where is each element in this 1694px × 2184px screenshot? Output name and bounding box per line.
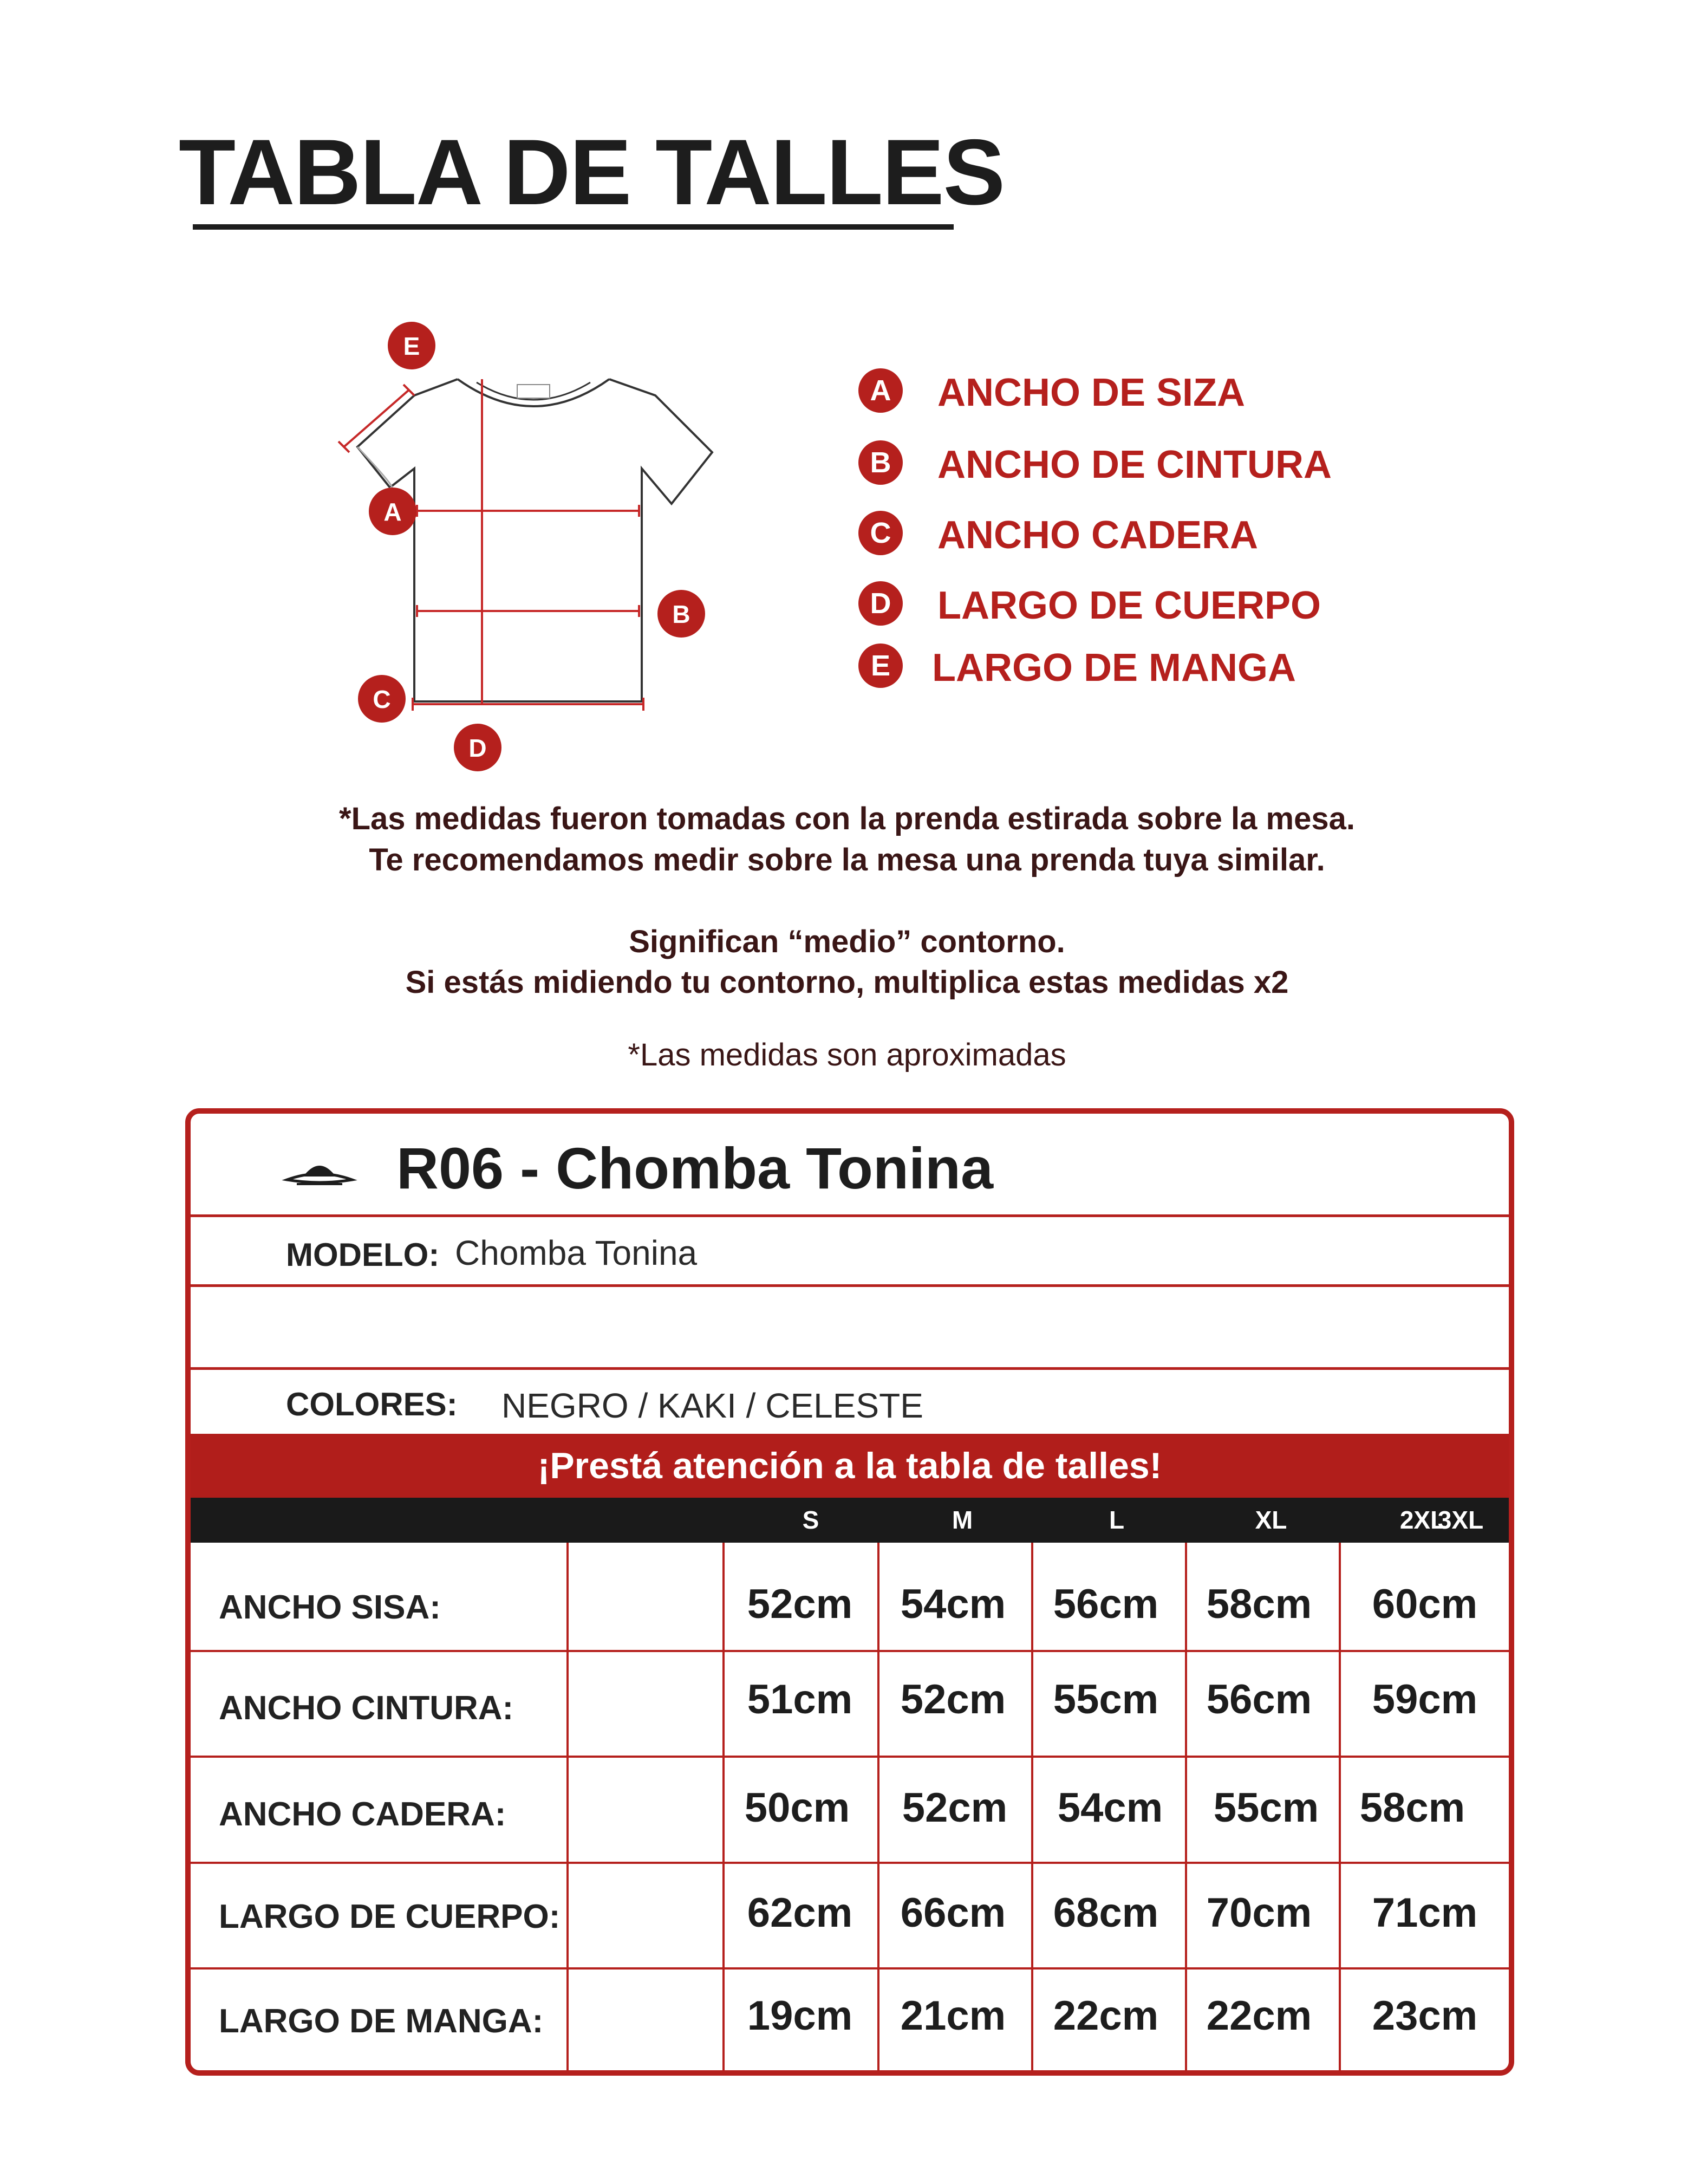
size-header-row <box>191 1498 1509 1543</box>
table-cell: 56cm <box>1053 1581 1159 1627</box>
measurement-legend <box>858 363 1400 699</box>
legend-label: ANCHO DE CINTURA <box>937 443 1332 486</box>
size-header-l: L <box>1109 1506 1125 1534</box>
table-cell: 52cm <box>902 1785 1008 1831</box>
table-cell: 70cm <box>1206 1890 1312 1936</box>
legend-badge: A <box>858 368 903 413</box>
svg-text:A: A <box>383 498 402 526</box>
size-header-3xl: 3XL <box>1437 1506 1484 1534</box>
table-cell: 71cm <box>1372 1890 1478 1936</box>
table-cell: 21cm <box>900 1993 1006 2039</box>
table-cell: 66cm <box>900 1890 1006 1936</box>
svg-text:D: D <box>468 734 487 762</box>
note-multiply: Si estás midiendo tu contorno, multiplica estas medidas x2 <box>405 965 1289 1000</box>
attention-banner: ¡Prestá atención a la tabla de talles! <box>191 1434 1509 1498</box>
table-cell: 52cm <box>747 1581 853 1627</box>
marker-b <box>657 590 705 638</box>
svg-text:B: B <box>672 600 690 628</box>
title-underline <box>193 224 954 230</box>
table-cell: 52cm <box>900 1676 1006 1722</box>
row-divider <box>191 1862 1509 1864</box>
table-cell: 60cm <box>1372 1581 1478 1627</box>
table-cell: 23cm <box>1372 1993 1478 2039</box>
table-cell: 55cm <box>1053 1676 1159 1722</box>
row-label-largo-cuerpo: LARGO DE CUERPO: <box>219 1898 561 1935</box>
legend-label: LARGO DE MANGA <box>932 646 1296 690</box>
note-measure-method: *Las medidas fueron tomadas con la prenda estirada sobre la mesa. <box>339 801 1355 836</box>
tshirt-measurement-diagram <box>320 314 742 785</box>
table-cell: 54cm <box>1057 1785 1163 1831</box>
table-cell: 50cm <box>744 1785 850 1831</box>
divider <box>191 1367 1509 1370</box>
note-recommendation: Te recomendamos medir sobre la mesa una prenda tuya similar. <box>369 842 1325 877</box>
row-label-ancho-cintura: ANCHO CINTURA: <box>219 1689 514 1727</box>
table-cell: 19cm <box>747 1993 853 2039</box>
model-value: Chomba Tonina <box>455 1233 698 1272</box>
svg-text:C: C <box>373 685 391 713</box>
legend-badge: C <box>858 511 903 555</box>
table-cell: 58cm <box>1206 1581 1312 1627</box>
hat-logo-icon <box>282 1152 357 1195</box>
table-cell: 62cm <box>747 1890 853 1936</box>
legend-label: ANCHO DE SIZA <box>937 371 1246 414</box>
table-cell: 58cm <box>1359 1785 1465 1831</box>
product-title: R06 - Chomba Tonina <box>396 1135 994 1201</box>
row-label-ancho-sisa: ANCHO SISA: <box>219 1589 441 1626</box>
tshirt-outline <box>357 379 712 701</box>
table-cell: 56cm <box>1206 1676 1312 1722</box>
row-divider <box>191 1650 1509 1652</box>
note-half-contour: Significan “medio” contorno. <box>629 924 1065 959</box>
table-cell: 54cm <box>900 1581 1006 1627</box>
table-cell: 22cm <box>1053 1993 1159 2039</box>
table-cell: 51cm <box>747 1676 853 1722</box>
colors-value: NEGRO / KAKI / CELESTE <box>501 1386 923 1425</box>
legend-badge: B <box>858 440 903 485</box>
table-cell: 55cm <box>1213 1785 1319 1831</box>
svg-text:E: E <box>403 332 420 360</box>
size-chart-card <box>185 1108 1514 2076</box>
divider <box>191 1214 1509 1217</box>
table-cell: 68cm <box>1053 1890 1159 1936</box>
row-divider <box>191 1756 1509 1758</box>
table-cell: 22cm <box>1206 1993 1312 2039</box>
grid-line <box>566 1543 569 2076</box>
row-divider <box>191 1967 1509 1969</box>
marker-e <box>388 322 435 369</box>
marker-a <box>369 487 416 535</box>
row-label-largo-manga: LARGO DE MANGA: <box>219 2003 544 2040</box>
table-cell: 59cm <box>1372 1676 1478 1722</box>
size-header-m: M <box>952 1506 973 1534</box>
legend-badge: E <box>858 644 903 688</box>
model-label: MODELO: <box>286 1237 440 1273</box>
legend-label: ANCHO CADERA <box>937 514 1258 557</box>
colors-label: COLORES: <box>286 1386 458 1422</box>
size-header-s: S <box>802 1506 819 1534</box>
measure-lines <box>338 379 643 711</box>
size-header-2xl: 2XL <box>1399 1506 1446 1534</box>
row-label-ancho-cadera: ANCHO CADERA: <box>219 1796 506 1833</box>
divider <box>191 1284 1509 1287</box>
marker-d <box>454 724 501 771</box>
page-title: TABLA DE TALLES <box>179 120 1005 224</box>
legend-badge: D <box>858 581 903 626</box>
size-header-xl: XL <box>1255 1506 1287 1534</box>
marker-c <box>358 675 406 723</box>
note-approximate: *Las medidas son aproximadas <box>628 1037 1066 1072</box>
legend-label: LARGO DE CUERPO <box>937 584 1321 627</box>
